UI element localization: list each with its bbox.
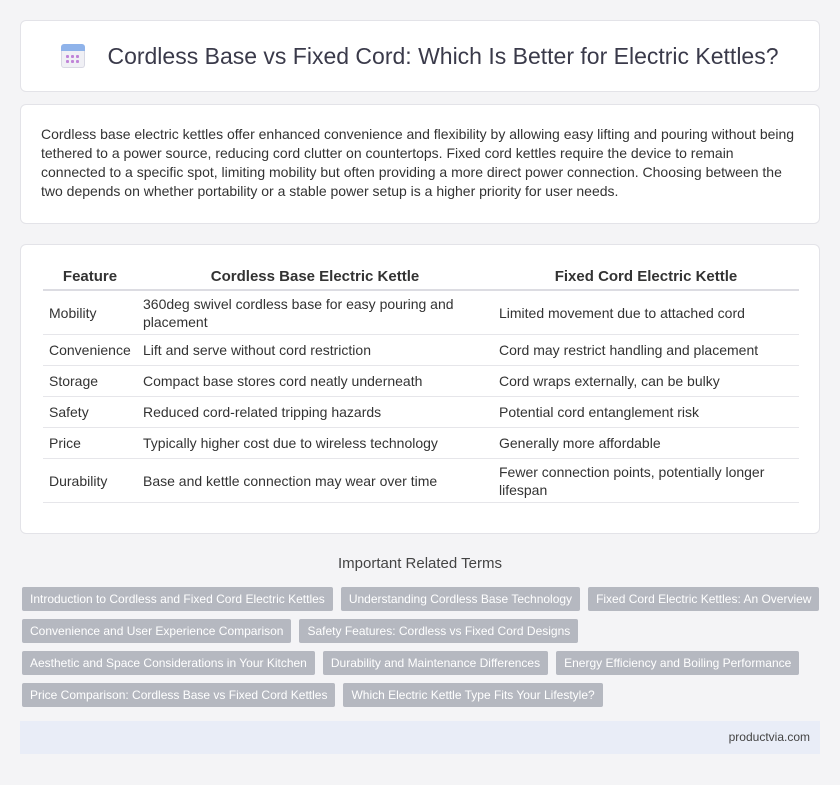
table-row	[43, 366, 799, 397]
table-cell: Potential cord entanglement risk	[493, 397, 799, 428]
related-tag-link[interactable]: Energy Efficiency and Boiling Performance	[556, 651, 799, 675]
related-tags-row	[22, 587, 822, 611]
table-cell: Storage	[43, 366, 137, 397]
page-header	[20, 20, 820, 92]
table-cell: Price	[43, 428, 137, 459]
related-tag-link[interactable]: Convenience and User Experience Comparison	[22, 619, 291, 643]
related-tag-link[interactable]: Safety Features: Cordless vs Fixed Cord Designs	[299, 619, 578, 643]
table-cell: Typically higher cost due to wireless technology	[137, 428, 493, 459]
table-cell: Base and kettle connection may wear over time	[137, 459, 493, 503]
related-tags-row	[22, 683, 822, 707]
table-cell: Reduced cord-related tripping hazards	[137, 397, 493, 428]
related-tag-link[interactable]: Introduction to Cordless and Fixed Cord Electric Kettles	[22, 587, 333, 611]
footer	[20, 721, 820, 754]
related-tag-link[interactable]: Fixed Cord Electric Kettles: An Overview	[588, 587, 819, 611]
column-header: Cordless Base Electric Kettle	[137, 263, 493, 291]
related-tags-row	[22, 651, 822, 675]
table-row	[43, 335, 799, 366]
column-header: Fixed Cord Electric Kettle	[493, 263, 799, 291]
table-cell: Safety	[43, 397, 137, 428]
table-row	[43, 459, 799, 503]
table-cell: Lift and serve without cord restriction	[137, 335, 493, 366]
page-title: Cordless Base vs Fixed Cord: Which Is Better for Electric Kettles?	[107, 42, 779, 69]
related-tag-link[interactable]: Aesthetic and Space Considerations in Your Kitchen	[22, 651, 315, 675]
table-row	[43, 397, 799, 428]
table-cell: Cord may restrict handling and placement	[493, 335, 799, 366]
table-cell: Limited movement due to attached cord	[493, 291, 799, 335]
intro-paragraph: Cordless base electric kettles offer enhanced convenience and flexibility by allowing easy lifting and pouring without being tethered to a power source, reducing cord clutter on countertops. Fixed cord kettles require the device to remain connected to a specific spot, limiting mobility but often providing a more direct power connection. Choosing between the two depends on whether portability or a stable power setup is a higher priority for user needs.	[41, 126, 795, 199]
related-tag-link[interactable]: Understanding Cordless Base Technology	[341, 587, 580, 611]
calendar-icon	[61, 44, 85, 68]
table-cell: Compact base stores cord neatly underneath	[137, 366, 493, 397]
footer-site-name: productvia.com	[728, 730, 810, 744]
related-tag-link[interactable]: Which Electric Kettle Type Fits Your Lifestyle?	[343, 683, 602, 707]
table-row	[43, 428, 799, 459]
comparison-table	[43, 263, 799, 503]
table-row	[43, 291, 799, 335]
table-cell: Convenience	[43, 335, 137, 366]
column-header: Feature	[43, 263, 137, 291]
table-cell: Cord wraps externally, can be bulky	[493, 366, 799, 397]
related-tag-link[interactable]: Price Comparison: Cordless Base vs Fixed Cord Kettles	[22, 683, 335, 707]
comparison-table-card	[20, 244, 820, 534]
related-tags-row	[22, 619, 822, 643]
table-cell: 360deg swivel cordless base for easy pouring and placement	[137, 291, 493, 335]
table-cell: Mobility	[43, 291, 137, 335]
intro-card	[20, 104, 820, 224]
table-header-row	[43, 263, 799, 291]
related-terms-heading: Important Related Terms	[338, 555, 502, 572]
table-cell: Fewer connection points, potentially longer lifespan	[493, 459, 799, 503]
related-tag-link[interactable]: Durability and Maintenance Differences	[323, 651, 548, 675]
table-cell: Generally more affordable	[493, 428, 799, 459]
table-cell: Durability	[43, 459, 137, 503]
